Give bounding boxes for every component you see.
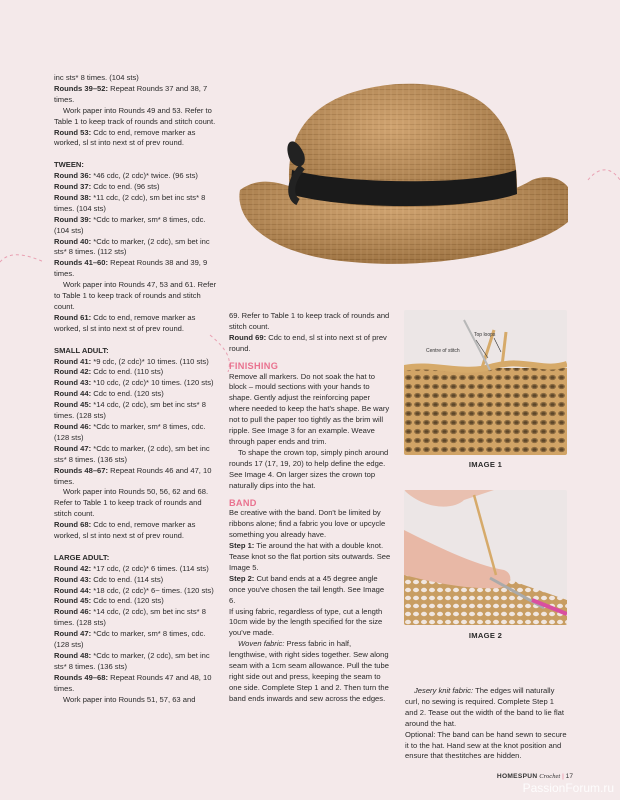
finishing-text: Remove all markers. Do not soak the hat to block – mould sections with your hands to shape. Gently adjust the reinforcing paper where needed to keep the hat's shape. Be wary not to pull the paper too tightly as the brim will ripple. See Image 3 for an example. Weave through paper ends and trim. bbox=[229, 371, 390, 446]
large-adult-paragraph bbox=[54, 607, 217, 629]
band-italic-label: Woven fabric: bbox=[238, 639, 285, 649]
col3-italic-label: Jesery knit fabric: bbox=[414, 686, 474, 695]
small-adult-paragraph bbox=[54, 444, 217, 466]
large-adult-text: Repeat Rounds 47 and 48, 10 times. bbox=[54, 672, 212, 693]
tween-round-label: Round 38: bbox=[54, 192, 92, 202]
small-adult-text: Work paper into Rounds 50, 56, 62 and 68. Refer to Table 1 to keep track of rounds and stitch count. bbox=[54, 487, 209, 519]
large-adult-paragraph bbox=[54, 695, 217, 706]
hat-photo bbox=[232, 72, 568, 272]
small-adult-round-label: Round 44: bbox=[54, 389, 92, 399]
band-paragraph bbox=[229, 508, 391, 541]
large-adult-round-label: Round 46: bbox=[54, 607, 92, 617]
finishing-text: To shape the crown top, simply pinch around rounds 17 (17, 19, 20) to help define the edge. See Image 4. On larger sizes the crown top naturally dips into the hat. bbox=[229, 447, 389, 490]
large-adult-text: *18 cdc, (2 cdc)* 6~ times. (120 sts) bbox=[91, 585, 214, 595]
small-adult-round-label: Round 46: bbox=[54, 421, 92, 431]
large-adult-paragraph bbox=[54, 575, 217, 586]
band-round-label: Step 1: bbox=[229, 541, 255, 551]
large-adult-paragraph bbox=[54, 586, 217, 597]
large-adult-round-label: Round 42: bbox=[54, 563, 92, 573]
large-adult-heading: LARGE ADULT: bbox=[54, 552, 110, 562]
tween-paragraph bbox=[54, 171, 217, 182]
large-adult-round-label: Round 44: bbox=[54, 585, 92, 595]
large-adult-paragraph bbox=[54, 673, 217, 695]
large-adult-round-label: Round 48: bbox=[54, 650, 92, 660]
tween-paragraph bbox=[54, 258, 217, 280]
small-adult-round-label: Round 45: bbox=[54, 400, 92, 410]
large-adult-text: Cdc to end. (120 sts) bbox=[91, 596, 164, 606]
large-adult-text: *17 cdc, (2 cdc)* 6 times. (114 sts) bbox=[91, 563, 209, 573]
small-adult-round-label: Round 42: bbox=[54, 367, 92, 377]
band-text: Press fabric in half, lengthwise, with right sides together. Sew along seam with a 1cm seam allowance. Pull the tube right side out and press, keeping the seam to one side. Complete Step 1 and 2. Then turn the band ends inwards and sew across the edges. bbox=[229, 639, 389, 703]
image-2-caption: IMAGE 2 bbox=[468, 631, 503, 640]
finishing-heading: FINISHING bbox=[229, 360, 279, 371]
intro-paragraph bbox=[54, 73, 217, 84]
image-1-caption: IMAGE 1 bbox=[468, 460, 503, 469]
tween-paragraph bbox=[54, 237, 217, 259]
small-adult-round-label: Round 47: bbox=[54, 443, 92, 453]
large-adult-round-label: Round 43: bbox=[54, 574, 92, 584]
page-number: 17 bbox=[565, 773, 573, 780]
tween-text: Repeat Rounds 38 and 39, 9 times. bbox=[54, 258, 208, 279]
centre-of-stitch-label: Centre of stitch bbox=[426, 348, 460, 354]
band-round-label: Step 2: bbox=[229, 573, 255, 583]
tween-text: *46 cdc, (2 cdc)* twice. (96 sts) bbox=[91, 171, 198, 181]
tween-text: Work paper into Rounds 47, 53 and 61. Refer to Table 1 to keep track of rounds and stitch count. bbox=[54, 280, 217, 312]
large-adult-round-label: Rounds 49–68: bbox=[54, 672, 109, 682]
intro-paragraph bbox=[54, 128, 217, 150]
intro-round-label: Round 53: bbox=[54, 127, 92, 137]
large-adult-text: *Cdc to marker, sm* 8 times, cdc. (128 sts) bbox=[54, 629, 206, 650]
band-paragraph bbox=[229, 541, 391, 574]
pattern-column-2 bbox=[229, 311, 391, 705]
small-adult-paragraph bbox=[54, 520, 217, 542]
large-adult-text: *Cdc to marker, (2 cdc), sm bet inc sts* 8 times. (136 sts) bbox=[54, 650, 210, 671]
large-adult-round-label: Round 47: bbox=[54, 629, 92, 639]
tween-text: Cdc to end. (96 sts) bbox=[91, 182, 160, 192]
col2-paragraph bbox=[229, 311, 391, 333]
tween-paragraph bbox=[54, 182, 217, 193]
band-paragraph bbox=[229, 574, 391, 607]
small-adult-text: *Cdc to marker, (2 cdc), sm bet inc sts* 8 times. (136 sts) bbox=[54, 443, 210, 464]
col2-text: Cdc to end, sl st into next st of prev round. bbox=[229, 332, 387, 353]
tween-paragraph bbox=[54, 215, 217, 237]
col3-paragraph bbox=[405, 730, 568, 763]
large-adult-text: Cdc to end. (114 sts) bbox=[91, 574, 164, 584]
band-heading: BAND bbox=[229, 497, 257, 508]
small-adult-text: *10 cdc, (2 cdc)* 10 times. (120 sts) bbox=[91, 378, 214, 388]
col3-text: The edges will naturally curl, no sewing is required. Complete Step 1 and 2. Tease out the width of the band to lie flat around the hat. bbox=[405, 686, 565, 728]
watermark: PassionForum.ru bbox=[522, 781, 614, 795]
tween-heading: TWEEN: bbox=[54, 160, 84, 170]
large-adult-round-label: Round 45: bbox=[54, 596, 92, 606]
small-adult-text: Cdc to end. (120 sts) bbox=[91, 389, 164, 399]
intro-text: Work paper into Rounds 49 and 53. Refer to Table 1 to keep track of rounds and stitch count. bbox=[54, 105, 216, 126]
tween-round-label: Round 36: bbox=[54, 171, 92, 181]
intro-paragraph bbox=[54, 84, 217, 106]
image-2-photo bbox=[404, 490, 567, 625]
small-adult-round-label: Round 68: bbox=[54, 520, 92, 530]
large-adult-paragraph bbox=[54, 564, 217, 575]
band-text: Cut band ends at a 45 degree angle once you've chosen the tail length. See Image 6. bbox=[229, 573, 385, 605]
page-footer bbox=[497, 773, 573, 780]
footer-separator: | bbox=[562, 773, 564, 780]
tween-round-label: Round 40: bbox=[54, 236, 92, 246]
footer-brand: HOMESPUN bbox=[496, 773, 538, 780]
image-1-photo bbox=[404, 310, 567, 455]
small-adult-text: *Cdc to marker, sm* 8 times, cdc. (128 sts) bbox=[54, 421, 206, 442]
band-text: Be creative with the band. Don't be limited by ribbons alone; find a fabric you love or upcycle something you already have. bbox=[229, 508, 386, 540]
small-adult-round-label: Rounds 48–67: bbox=[54, 465, 109, 475]
intro-text: Repeat Rounds 37 and 38, 7 times. bbox=[54, 83, 208, 104]
small-adult-paragraph bbox=[54, 487, 217, 520]
intro-text: inc sts* 8 times. (104 sts) bbox=[54, 73, 139, 82]
large-adult-paragraph bbox=[54, 629, 217, 651]
tween-paragraph bbox=[54, 193, 217, 215]
intro-text: Cdc to end, remove marker as worked, sl st into next st of prev round. bbox=[54, 127, 196, 148]
small-adult-paragraph bbox=[54, 378, 217, 389]
col2-paragraph bbox=[229, 333, 391, 355]
small-adult-paragraph bbox=[54, 389, 217, 400]
band-text: If using fabric, regardless of type, cut a length 10cm wide by the length specified for the size you've made. bbox=[229, 606, 383, 638]
tween-paragraph bbox=[54, 313, 217, 335]
small-adult-text: Cdc to end, remove marker as worked, sl st into next st of prev round. bbox=[54, 520, 196, 541]
small-adult-paragraph bbox=[54, 357, 217, 368]
tween-text: *Cdc to marker, (2 cdc), sm bet inc sts* 8 times. (112 sts) bbox=[54, 236, 210, 257]
col3-text: Optional: The band can be hand sewn to secure it to the hat. Hand sew at the knot position and ensure that thestitches are hidden. bbox=[405, 729, 567, 761]
tween-round-label: Round 61: bbox=[54, 312, 92, 322]
pattern-column-3 bbox=[405, 686, 568, 762]
band-paragraph bbox=[229, 639, 391, 704]
tween-round-label: Round 39: bbox=[54, 214, 92, 224]
small-adult-text: *14 cdc, (2 cdc), sm bet inc sts* 8 times. (128 sts) bbox=[54, 400, 206, 421]
tween-round-label: Round 37: bbox=[54, 182, 92, 192]
small-adult-text: *9 cdc, (2 cdc)* 10 times. (110 sts) bbox=[91, 356, 209, 366]
small-adult-text: Cdc to end. (110 sts) bbox=[91, 367, 164, 377]
tween-text: Cdc to end, remove marker as worked, sl st into next st of prev round. bbox=[54, 312, 196, 333]
intro-round-label: Rounds 39–52: bbox=[54, 83, 109, 93]
tween-text: *11 cdc, (2 cdc), sm bet inc sts* 8 times. (104 sts) bbox=[54, 192, 206, 213]
band-paragraph bbox=[229, 607, 391, 640]
small-adult-round-label: Round 43: bbox=[54, 378, 92, 388]
col3-paragraph bbox=[405, 686, 568, 730]
finishing-paragraph bbox=[229, 448, 391, 492]
small-adult-heading: SMALL ADULT: bbox=[54, 345, 109, 355]
small-adult-paragraph bbox=[54, 466, 217, 488]
small-adult-paragraph bbox=[54, 400, 217, 422]
col2-text: 69. Refer to Table 1 to keep track of rounds and stitch count. bbox=[229, 311, 390, 331]
footer-brand-sub: Crochet bbox=[539, 773, 561, 780]
finishing-paragraph bbox=[229, 372, 391, 448]
small-adult-paragraph bbox=[54, 367, 217, 378]
large-adult-text: Work paper into Rounds 51, 57, 63 and bbox=[63, 694, 196, 704]
large-adult-paragraph bbox=[54, 651, 217, 673]
top-loops-label: Top loops bbox=[474, 332, 496, 338]
col2-round-label: Round 69: bbox=[229, 332, 267, 342]
tween-paragraph bbox=[54, 280, 217, 313]
tween-round-label: Rounds 41–60: bbox=[54, 258, 109, 268]
tween-text: *Cdc to marker, sm* 8 times, cdc. (104 sts) bbox=[54, 214, 206, 235]
band-text: Tie around the hat with a double knot. Tease knot so the flat portion sits outwards. See Image 5. bbox=[229, 541, 391, 572]
large-adult-text: *14 cdc, (2 cdc), sm bet inc sts* 8 times. (128 sts) bbox=[54, 607, 206, 628]
intro-paragraph bbox=[54, 106, 217, 128]
small-adult-round-label: Round 41: bbox=[54, 356, 92, 366]
small-adult-paragraph bbox=[54, 422, 217, 444]
large-adult-paragraph bbox=[54, 596, 217, 607]
pattern-column-1 bbox=[54, 73, 217, 706]
small-adult-text: Repeat Rounds 46 and 47, 10 times. bbox=[54, 465, 212, 486]
